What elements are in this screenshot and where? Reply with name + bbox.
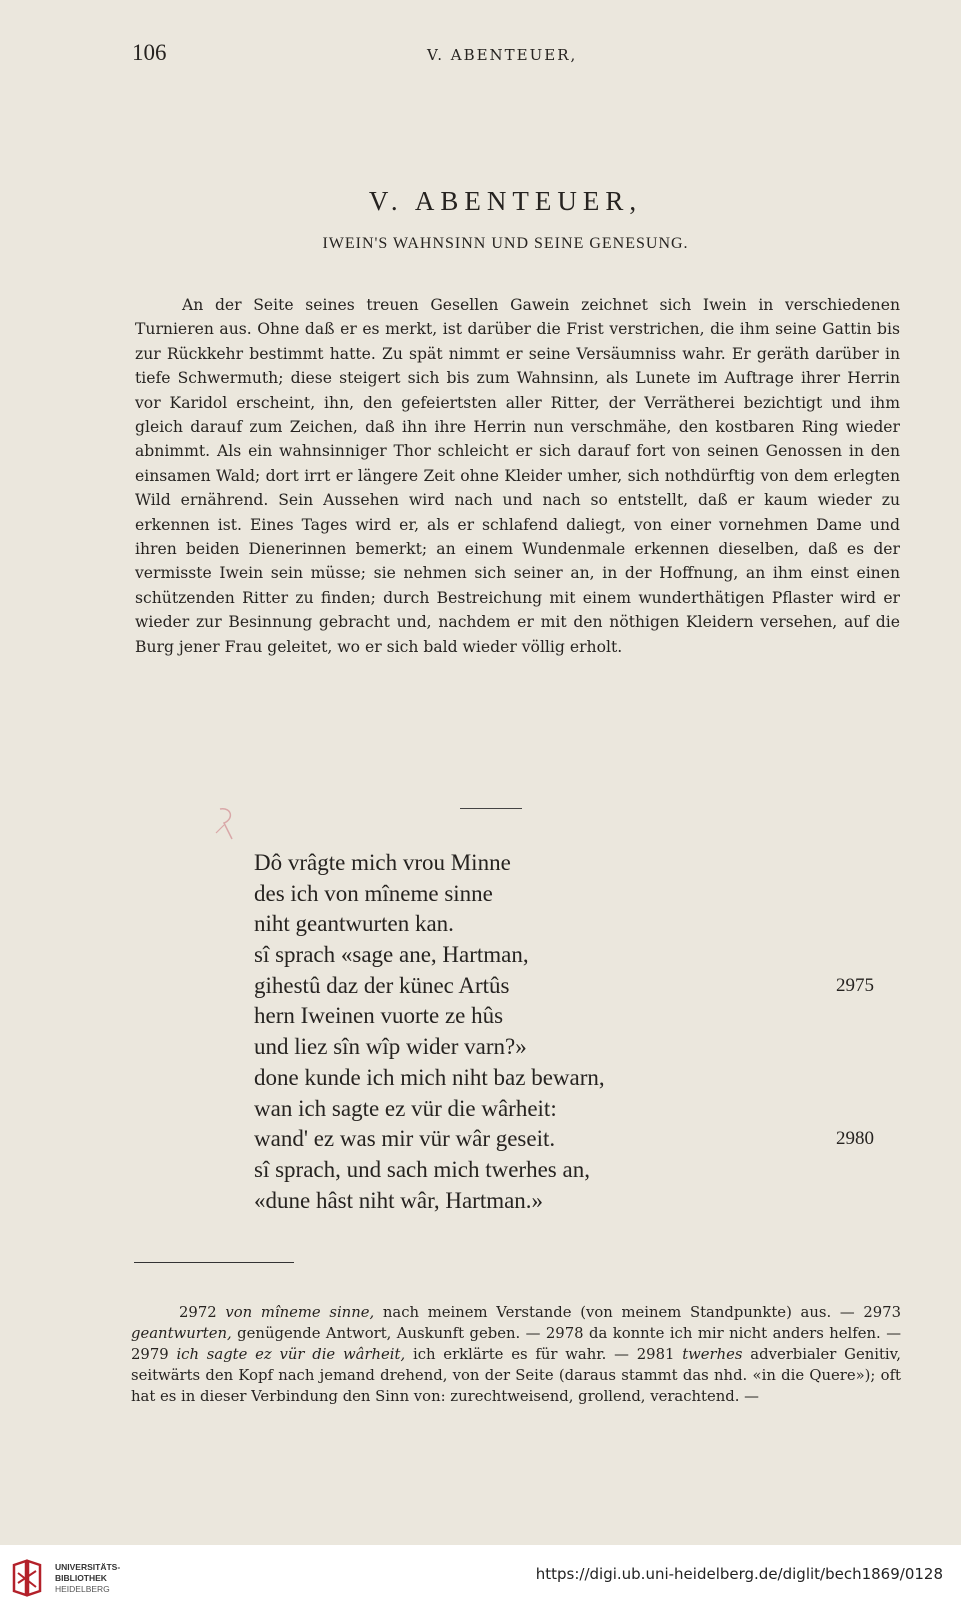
chapter-title: V. ABENTEUER, [368,186,643,216]
verse-line: wan ich sagte ez vür die wârheit: [254,1095,557,1121]
line-number: 2980 [836,1128,874,1150]
viewer-footer [0,1545,961,1607]
verse-line: sî sprach, und sach mich twerhes an, [254,1156,590,1182]
verse-line: niht geantwurten kan. [254,911,454,937]
verse-line: sî sprach «sage ane, Hartman, [254,942,529,968]
verse-line: wand' ez was mir vür wâr geseit. 2980 [254,1124,874,1155]
footnotes [131,1302,901,1407]
summary-paragraph: An der Seite seines treuen Gesellen Gawein zeichnet sich Iwein in verschiedenen Turnieren aus. Ohne daß er es merkt, ist darüber die Frist verstrichen, die ihm seine Gattin bis zur Rückkehr bestimmt hatte. Zu spät nimmt er seine Versäumniss wahr. Er geräth darüber in tiefe Schwermuth; diese steigert sich bis zum Wahnsinn, als Lunete im Auftrage ihrer Herrin vor Karidol erscheint, ihn, den gefeiertsten aller Ritter, der Verrätherei bezichtigt und ihm gleich darauf zum Zeichen, daß ihn ihre Herrin nun verschmähe, den kostbaren Ring wieder abnimmt. Als ein wahnsinniger Thor schleicht er sich darauf fort von seinen Genossen in den einsamen Wald; dort irrt er längere Zeit ohne Kleider umher, sich nothdürftig von dem erlegten Wild ernährend. Sein Aussehen wird nach und nach so entstellt, daß er kaum wieder zu erkennen ist. Eines Tages wird er, als er schlafend daliegt, von einer vornehmen Dame und ihren beiden Dienerinnen bemerkt; an einem Wundenmale erkennen dieselben, daß es der vermisste Iwein sein müsse; sie nehmen sich seiner an, in der Hoffnung, an ihm einst einen schützenden Ritter zu finden; durch Bestreichung mit einem wunderthätigen Pflaster wird er wieder zur Besinnung gebracht und, nachdem er mit den nöthigen Kleidern versehen, auf die Burg jener Frau geleitet, wo er sich bald wieder völlig erholt. [135,296,900,656]
library-logo-icon [10,1559,44,1599]
chapter-summary [135,293,900,659]
running-head-title: V. ABENTEUER, [427,46,578,64]
section-separator [460,808,522,809]
library-name: UNIVERSITÄTS- BIBLIOTHEK HEIDELBERG [55,1562,121,1594]
line-number: 2975 [836,974,874,996]
verse-line: gihestû daz der künec Artûs 2975 [254,971,874,1002]
verse-line: hern Iweinen vuorte ze hûs [254,1003,504,1029]
verse-line: und liez sîn wîp wider varn?» [254,1034,527,1060]
permalink-url[interactable]: https://digi.ub.uni-heidelberg.de/diglit/bech1869/0128 [535,1565,943,1583]
page-number: 106 [132,40,167,65]
chapter-subtitle: IWEIN'S WAHNSINN UND SEINE GENESUNG. [322,235,689,252]
verse-line: Dô vrâgte mich vrou Minne [254,850,511,875]
verse-line: done kunde ich mich niht baz bewarn, [254,1064,605,1090]
footnote-paragraph: 2972 von mîneme sinne, nach meinem Verstande (von meinem Standpunkte) aus. — 2973 geantwurten, genügende Antwort, Auskunft geben. — 2978 da konnte ich mir nicht anders helfen. — 2979 ich sagte ez vür die wârheit, ich erklärte es für wahr. — 2981 twerhes adverbialer Genitiv, seitwärts den Kopf nach jemand drehend, von der Seite (daraus stammt das nhd. «in die Quere»); oft hat es in dieser Verbindung den Sinn von: zurechtweisend, grollend, verachtend. — [131,1304,901,1405]
verse-block [254,848,874,1216]
verse-line: des ich von mîneme sinne [254,880,493,906]
footnote-rule [134,1262,294,1263]
verse-line: «dune hâst niht wâr, Hartman.» [254,1187,544,1213]
pencil-mark-icon [210,805,240,845]
running-head [132,40,921,70]
